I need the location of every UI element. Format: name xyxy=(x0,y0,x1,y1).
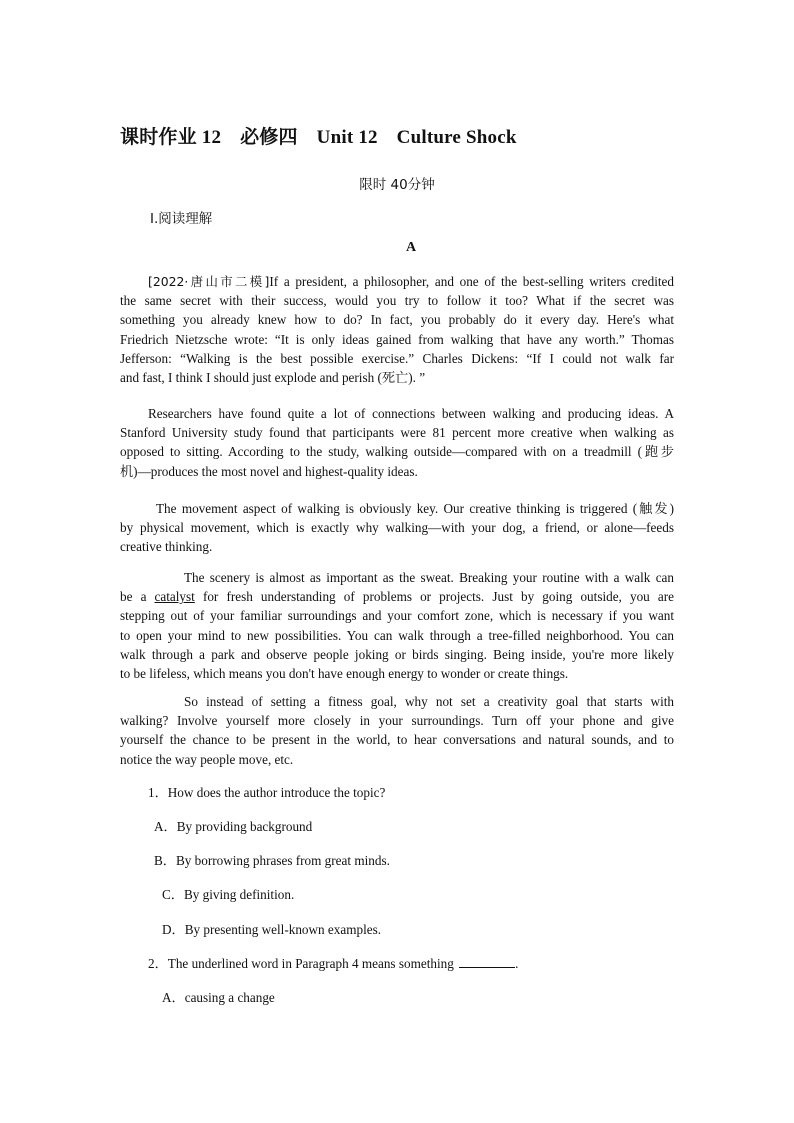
paragraph-line: the same secret with their success, would you try to follow it too? What if the secret was xyxy=(120,293,674,309)
paragraph-line: to open your mind to new possibilities. You can walk through a tree-filled neighborhood. You can xyxy=(120,627,674,643)
underlined-word: catalyst xyxy=(154,589,195,605)
question-1-option-a: A．By providing background xyxy=(154,819,313,834)
paragraph-line: creative thinking. xyxy=(120,539,213,555)
paragraph-line: Researchers have found quite a lot of connections between walking and producing ideas. A xyxy=(148,406,674,421)
passage-label: A xyxy=(405,240,417,255)
title-topic: Culture Shock xyxy=(396,127,517,148)
question-1-option-d: D．By presenting well-known examples. xyxy=(162,922,382,937)
paragraph-line: by physical movement, which is exactly why walking—with your dog, a friend, or alone—feeds xyxy=(120,520,674,536)
paragraph-line: Stanford University study found that participants were 81 percent more creative when walking as xyxy=(120,425,674,441)
paragraph-line: be a catalyst for fresh understanding of problems or projects. Just by going outside, you are xyxy=(120,589,674,605)
paragraph-line: Jefferson: “Walking is the best possible exercise.” Charles Dickens: “If I could not walk far xyxy=(120,350,674,366)
question-1-option-c: C．By giving definition. xyxy=(162,887,295,902)
paragraph-2 xyxy=(120,404,674,481)
paragraph-line: stepping out of your familiar surroundings and your comfort zone, which is necessary if you want xyxy=(120,608,674,624)
paragraph-line: The movement aspect of walking is obviously key. Our creative thinking is triggered (触发) xyxy=(156,501,674,516)
paragraph-line: yourself the chance to be present in the world, to hear conversations and natural sounds, and to xyxy=(120,732,674,748)
paragraph-line: walk through a park and observe people joking or birds singing. Being inside, you're more likely xyxy=(120,646,674,662)
title-book: 必修四 xyxy=(240,127,298,148)
title-unit: Unit 12 xyxy=(316,127,378,148)
paragraph-line: something you already knew how to do? In fact, you probably do it every day. Here's what xyxy=(120,312,674,328)
paragraph-line: The scenery is almost as important as the sweat. Breaking your routine with a walk can xyxy=(184,570,674,585)
paragraph-line: and fast, I think I should just explode and perish (死亡). ” xyxy=(120,370,426,386)
paragraph-5 xyxy=(120,692,674,769)
paragraph-3 xyxy=(120,499,674,557)
section-heading: Ⅰ.阅读理解 xyxy=(150,211,213,227)
paragraph-line: notice the way people move, etc. xyxy=(120,751,294,767)
source-tag: [2022·唐山市二模] xyxy=(148,274,270,289)
paragraph-line: Friedrich Nietzsche wrote: “It is only ideas gained from walking that have any worth.” Thomas xyxy=(120,331,674,347)
question-2-option-a: A．causing a change xyxy=(162,990,275,1005)
paragraph-line: to be lifeless, which means you don't have enough energy to wonder or create things. xyxy=(120,666,569,682)
title-homework-number: 课时作业 12 xyxy=(120,127,222,148)
paragraph-line: [2022·唐山市二模]If a president, a philosopher, and one of the best-selling writers credited xyxy=(148,274,674,289)
question-1-stem: 1．How does the author introduce the topic? xyxy=(148,785,386,800)
paragraph-1 xyxy=(120,272,674,387)
answer-blank xyxy=(459,955,515,968)
page-title xyxy=(120,122,531,149)
paragraph-4 xyxy=(120,568,674,683)
paragraph-line: 机)—produces the most novel and highest-quality ideas. xyxy=(120,463,418,479)
time-limit: 限时 40分钟 xyxy=(359,177,435,193)
question-1-option-b: B．By borrowing phrases from great minds. xyxy=(154,853,390,868)
paragraph-line: walking? Involve yourself more closely in your surroundings. Turn off your phone and give xyxy=(120,713,674,729)
question-2-stem: 2．The underlined word in Paragraph 4 means something . xyxy=(148,956,519,971)
paragraph-line: opposed to sitting. According to the study, walking outside—compared with on a treadmill (跑步 xyxy=(120,444,674,460)
paragraph-line: So instead of setting a fitness goal, why not set a creativity goal that starts with xyxy=(184,694,674,709)
